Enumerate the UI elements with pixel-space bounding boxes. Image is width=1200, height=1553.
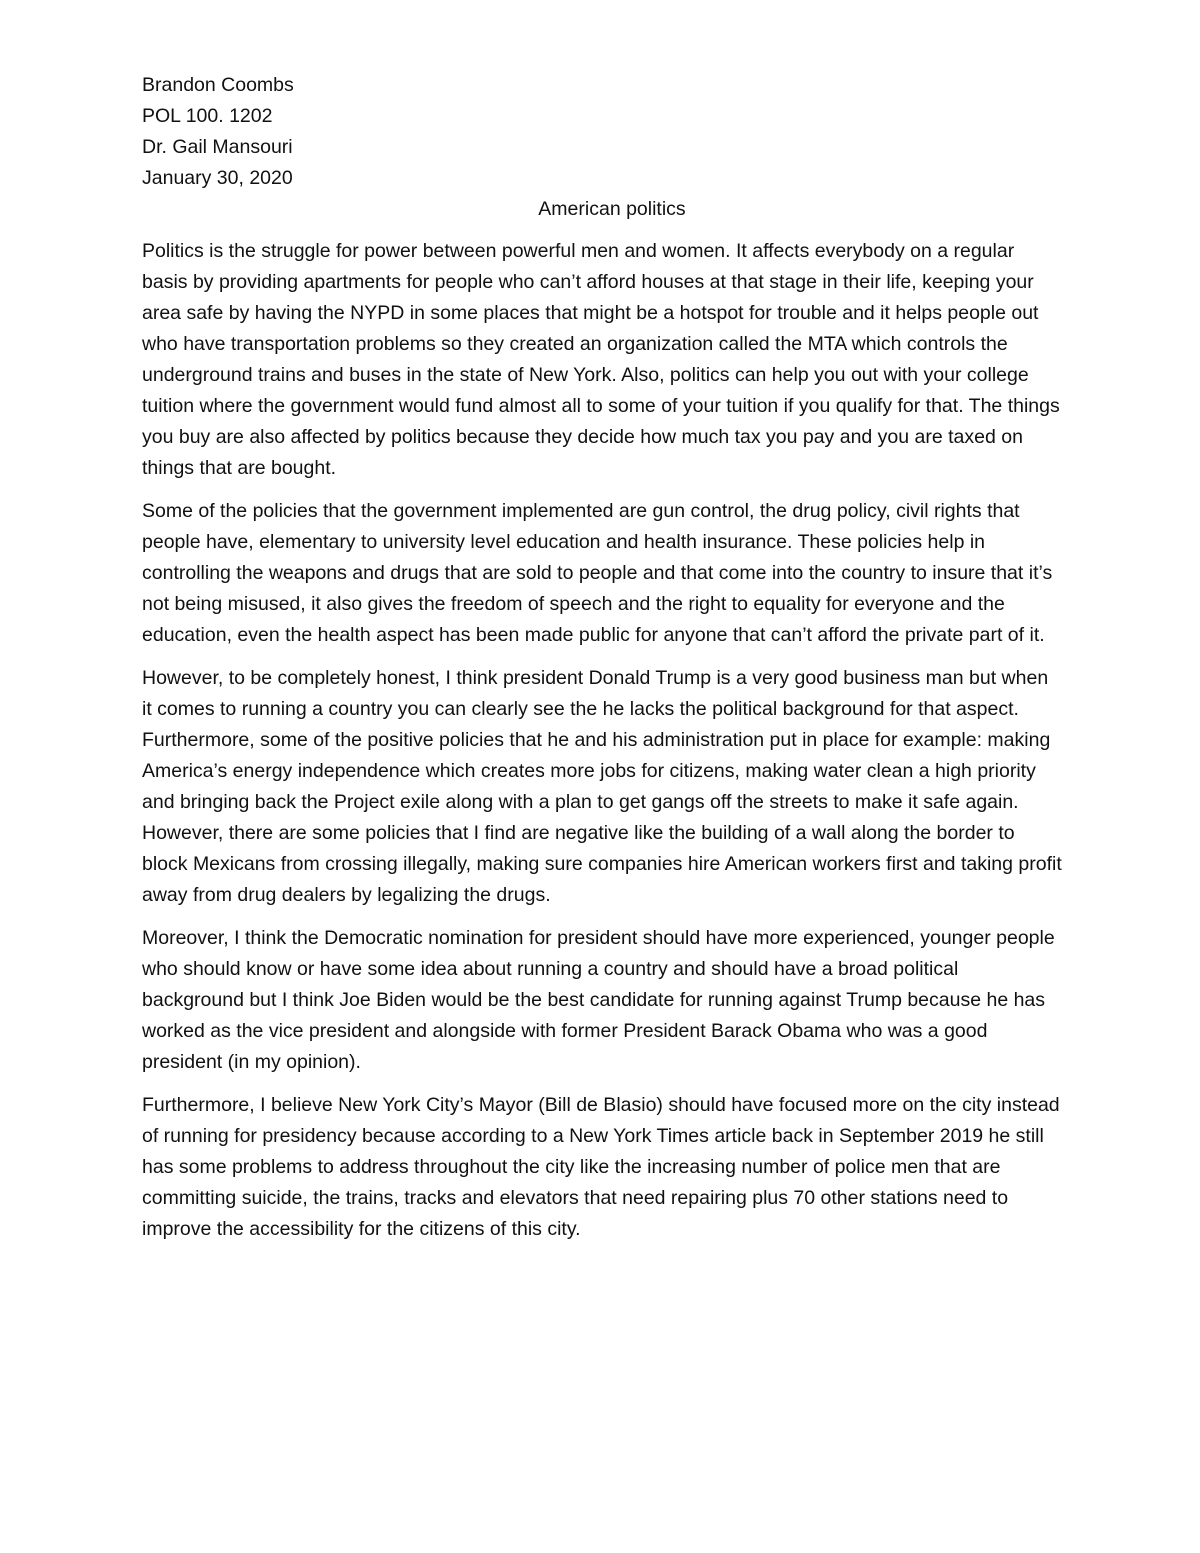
author-name: Brandon Coombs xyxy=(142,74,294,96)
paragraph-3: However, to be completely honest, I think president Donald Trump is a very good business man but when it comes to running a country you can clearly see the he lacks the political background for that aspect. Furthermore, some of the positive policies that he and his administration put in place for example: making America’s energy independence which creates more jobs for citizens, making water clean a high priority and bringing back the Project exile along with a plan to get gangs off the streets to make it safe again. However, there are some policies that I find are negative like the building of a wall along the border to block Mexicans from crossing illegally, making sure companies hire American workers first and taking profit away from drug dealers by legalizing the drugs. xyxy=(142,667,1062,906)
course-code: POL 100. 1202 xyxy=(142,105,273,127)
document-title: American politics xyxy=(538,198,686,220)
paragraph-4: Moreover, I think the Democratic nomination for president should have more experienced, younger people who should know or have some idea about running a country and should have a broad political background but I think Joe Biden would be the best candidate for running against Trump because he has worked as the vice president and alongside with former President Barack Obama who was a good president (in my opinion). xyxy=(142,927,1055,1073)
instructor-name: Dr. Gail Mansouri xyxy=(142,136,293,158)
paragraph-2: Some of the policies that the government implemented are gun control, the drug policy, civil rights that people have, elementary to university level education and health insurance. These policies help in controlling the weapons and drugs that are sold to people and that come into the country to insure that it’s not being misused, it also gives the freedom of speech and the right to equality for everyone and the education, even the health aspect has been made public for anyone that can’t afford the private part of it. xyxy=(142,500,1053,646)
paragraph-5: Furthermore, I believe New York City’s Mayor (Bill de Blasio) should have focused more on the city instead of running for presidency because according to a New York Times article back in September 2019 he still has some problems to address throughout the city like the increasing number of police men that are committing suicide, the trains, tracks and elevators that need repairing plus 70 other stations need to improve the accessibility for the citizens of this city. xyxy=(142,1094,1060,1240)
document-page xyxy=(142,70,1062,1257)
document-date: January 30, 2020 xyxy=(142,167,293,189)
paragraph-1: Politics is the struggle for power between powerful men and women. It affects everybody on a regular basis by providing apartments for people who can’t afford houses at that stage in their life, keeping your area safe by having the NYPD in some places that might be a hotspot for trouble and it helps people out who have transportation problems so they created an organization called the MTA which controls the underground trains and buses in the state of New York. Also, politics can help you out with your college tuition where the government would fund almost all to some of your tuition if you qualify for that. The things you buy are also affected by politics because they decide how much tax you pay and you are taxed on things that are bought. xyxy=(142,240,1060,479)
